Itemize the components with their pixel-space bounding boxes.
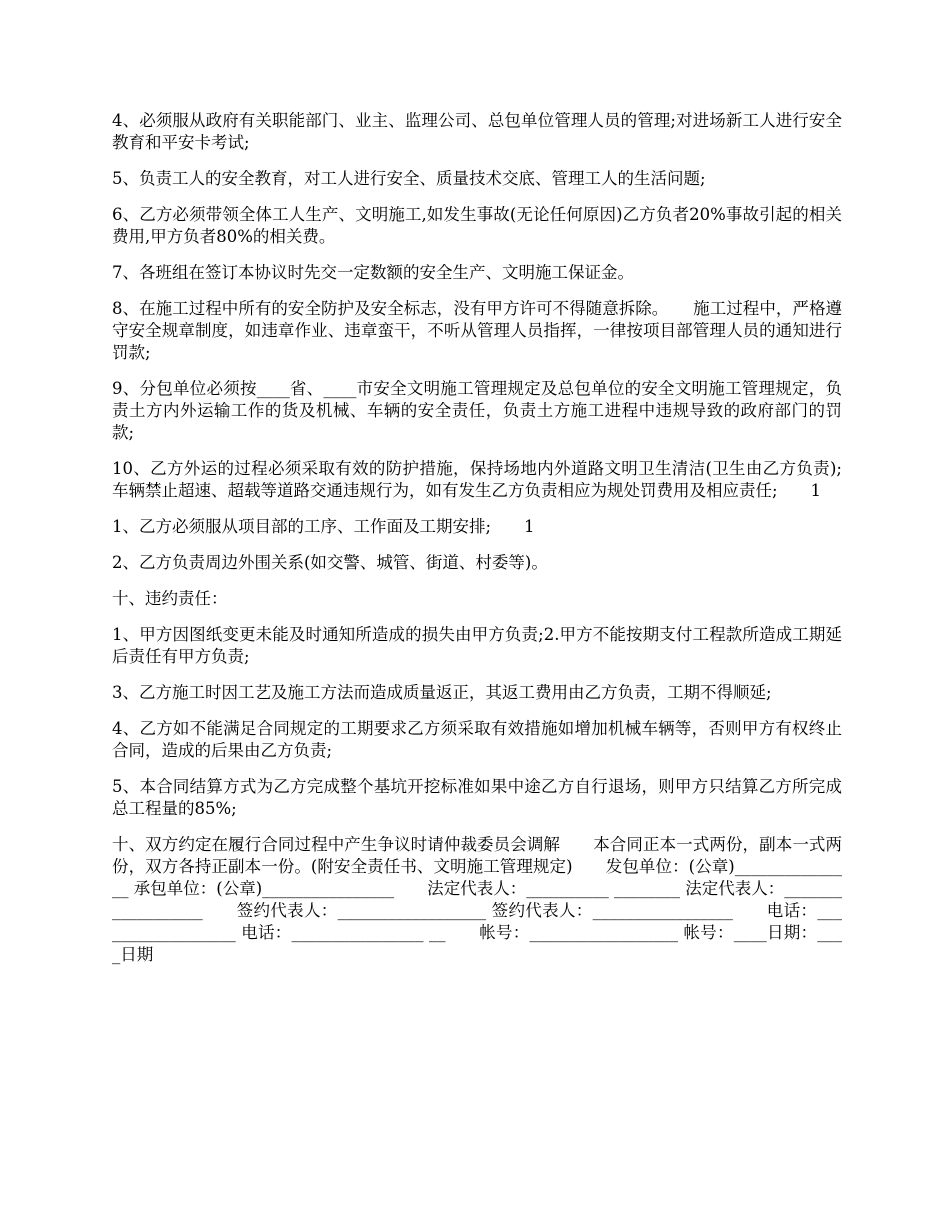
signature-block: 十、双方约定在履行合同过程中产生争议时请仲裁委员会调解 本合同正本一式两份，副本一式两份，双方各持正副本一份。(附安全责任书、文明施工管理规定) 发包单位：(公章)_______________ 承包单位：(公章)________________ 法定代表人：__________ ________ 法定代表人：__________________ 签约代表人：__________________ 签约代表人：_________________ 电话：__________________ 电话：________________ __ 帐号：__________________ 帐号：____日期：____日期 [112,835,842,964]
breach-clause-3: 3、乙方施工时因工艺及施工方法而造成质量返正，其返工费用由乙方负责，工期不得顺延; [112,683,772,702]
clause-1-schedule-obedience: 1、乙方必须服从项目部的工序、工作面及工期安排; 1 [112,517,535,536]
breach-clause-5: 5、本合同结算方式为乙方完成整个基坑开挖标准如果中途乙方自行退场，则甲方只结算乙方所完成总工程量的85%; [112,777,842,818]
document-body [112,110,842,980]
clause-4-obey-management: 4、必须服从政府有关职能部门、业主、监理公司、总包单位管理人员的管理;对进场新工人进行安全教育和平安卡考试; [112,111,842,152]
clause-5-worker-safety-education: 5、负责工人的安全教育，对工人进行安全、质量技术交底、管理工人的生活问题; [112,169,706,188]
clause-6-accident-cost-sharing: 6、乙方必须带领全体工人生产、文明施工,如发生事故(无论任何原因)乙方负者20%事故引起的相关费用,甲方负者80%的相关费。 [112,205,842,246]
section-heading-breach-liability: 十、违约责任： [112,589,228,608]
breach-clause-1: 1、甲方因图纸变更未能及时通知所造成的损失由甲方负责;2.甲方不能按期支付工程款所造成工期延后责任有甲方负责; [112,625,842,666]
breach-clause-4: 4、乙方如不能满足合同规定的工期要求乙方须采取有效措施如增加机械车辆等，否则甲方有权终止合同，造成的后果由乙方负责; [112,719,842,760]
clause-9-civilized-construction: 9、分包单位必须按____省、____市安全文明施工管理规定及总包单位的安全文明施工管理规定，负责土方内外运输工作的货及机械、车辆的安全责任，负责土方施工进程中违规导致的政府部门的罚款; [112,379,842,442]
clause-7-safety-deposit: 7、各班组在签订本协议时先交一定数额的安全生产、文明施工保证金。 [112,263,634,282]
clause-10-transport-protection: 10、乙方外运的过程必须采取有效的防护措施，保持场地内外道路文明卫生清洁(卫生由乙方负责);车辆禁止超速、超载等道路交通违规行为，如有发生乙方负责相应为规处罚费用及相应责任; 1 [112,459,842,500]
clause-2-external-relations: 2、乙方负责周边外围关系(如交警、城管、街道、村委等)。 [112,553,548,572]
clause-8-safety-protection: 8、在施工过程中所有的安全防护及安全标志，没有甲方许可不得随意拆除。 施工过程中，严格遵守安全规章制度，如违章作业、违章蛮干，不听从管理人员指挥，一律按项目部管理人员的通知进行罚款; [112,299,842,362]
